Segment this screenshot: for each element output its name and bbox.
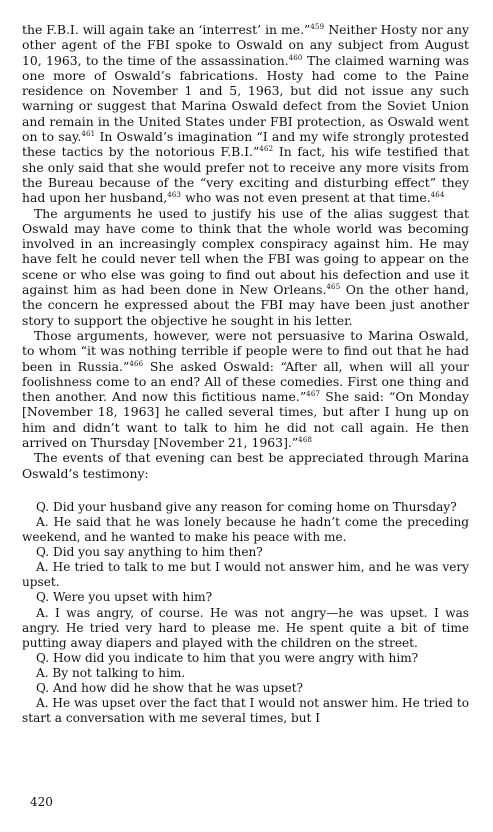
paragraph-text: The events of that evening can best be appreciated through Marina Oswald’s testimony: (22, 450, 469, 481)
footnote-reference: 466 (129, 359, 144, 368)
footnote-reference: 465 (326, 283, 341, 292)
testimony-answer: A. He was upset over the fact that I would not answer him. He tried to start a conversation with me several times, but I (22, 696, 469, 726)
testimony-question: Q. How did you indicate to him that you were angry with him? (36, 650, 419, 665)
paragraph (22, 328, 469, 450)
testimony-answer: A. He said that he was lonely because he hadn’t come the preceding weekend, and he wanted to make his peace with me. (22, 515, 469, 545)
paragraph (22, 450, 469, 481)
paragraph-text: the F.B.I. will again take an ‘interrest’ in me.” (22, 22, 311, 37)
footnote-reference: 461 (81, 130, 96, 139)
footnote-reference: 459 (310, 23, 325, 31)
paragraph-text: In Oswald’s imagination “I and my wife strongly protested these tactics by the notorious F.B.I.” (22, 129, 470, 160)
footnote-reference: 464 (430, 191, 445, 200)
testimony-question: Q. Did you say anything to him then? (36, 545, 263, 560)
paragraph-text: who was not even present at that time. (181, 190, 431, 206)
testimony-question: Q. Did your husband give any reason for coming home on Thursday? (36, 499, 457, 514)
footnote-reference: 468 (298, 436, 313, 445)
testimony-answer: A. By not talking to him. (36, 665, 186, 680)
paragraph-text: The claimed warning was one more of Oswald’s fabrications. Hosty had come to the Paine residence on November 1 and 5, 1963, but did not issue any such warning or suggest that Marina Oswald defect from the Soviet Union and remain in the United States under FBI protection, as Oswald went on to say. (22, 52, 469, 145)
testimony-answer: A. I was angry, of course. He was not angry—he was upset. I was angry. He tried very hard to please me. He spent quite a bit of time putting away diapers and played with the children on the street. (22, 605, 469, 650)
testimony-answer: A. He tried to talk to me but I would not answer him, and he was very upset. (22, 560, 469, 590)
footnote-reference: 463 (167, 191, 182, 200)
paragraph-text: Those arguments, however, were not persuasive to Marina Oswald, to whom “it was nothing terrible if people were to find out that he had been in Russia.” (22, 327, 469, 374)
paragraph-text: The arguments he used to justify his use of the alias suggest that Oswald may have come to think that the whole world was becoming involved in an increasingly complex conspiracy against him. He may have felt he could never tell when the FBI was going to appear on the scene or who else was going to find out about his defection and use it against him as had been done in New Orleans. (22, 205, 469, 298)
body-text (22, 22, 469, 481)
testimony-block (22, 500, 469, 726)
footnote-reference: 462 (259, 145, 274, 154)
paragraph-text: On the other hand, the concern he expressed about the FBI may have been just another story to support the objective he sought in his letter. (22, 282, 470, 328)
paragraph-text: She asked Oswald: “After all, when will all your foolishness come to an end? All of these comedies. First one thing and then another. And now this fictitious name.” (22, 358, 469, 405)
testimony-question: Q. And how did he show that he was upset? (36, 681, 304, 696)
page-number: 420 (30, 795, 53, 809)
paragraph (22, 206, 469, 328)
paragraph-text: Neither Hosty nor any other agent of the FBI spoke to Oswald on any subject from August 10, 1963, to the time of the assassination. (22, 22, 469, 68)
paragraph (22, 22, 469, 206)
footnote-reference: 460 (288, 53, 303, 62)
paragraph-text: In fact, his wife testified that she only said that she would prefer not to receive any more visits from the Bureau because of the “very exciting and disturbing effect” they had upon her husband, (22, 144, 470, 206)
footnote-reference: 467 (306, 390, 321, 399)
paragraph-text: She said: “On Monday [November 18, 1963] he called several times, but after I hung up on him and didn’t want to talk to him he did not call again. He then arrived on Thursday [November 21, 1963].” (22, 389, 469, 451)
testimony-question: Q. Were you upset with him? (36, 590, 213, 605)
